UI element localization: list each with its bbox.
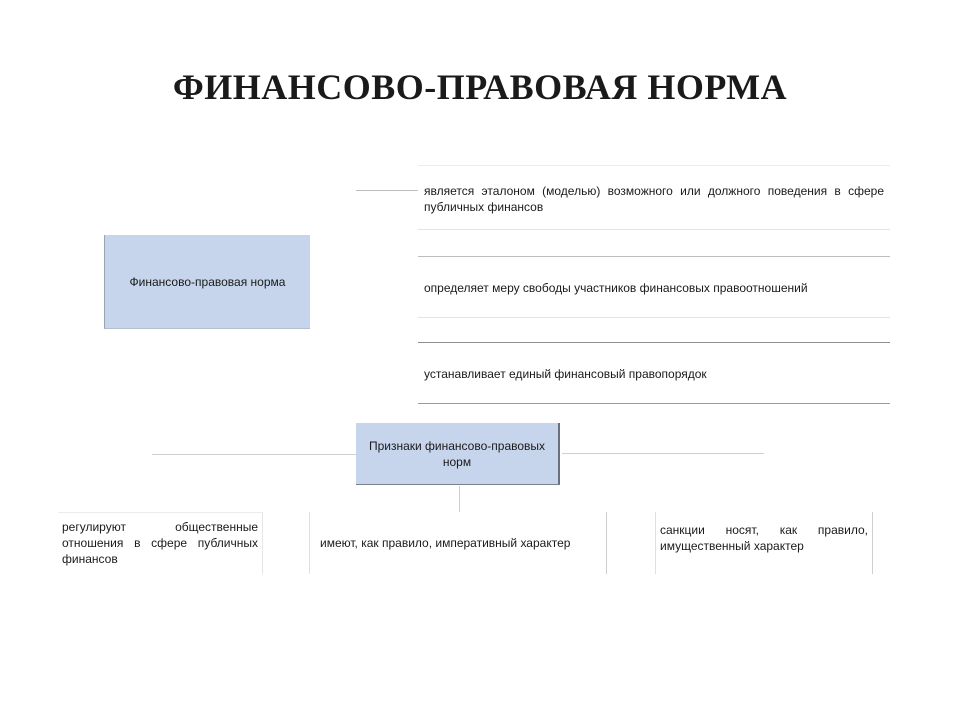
feature-text: имеют, как правило, императивный характер [320, 536, 571, 550]
feature-divider [262, 512, 263, 574]
page-title: ФИНАНСОВО-ПРАВОВАЯ НОРМА [172, 67, 788, 107]
feature-divider [58, 512, 262, 513]
feature-item [309, 512, 607, 574]
connector-line [459, 486, 460, 512]
connector-line [356, 190, 418, 191]
definition-divider [418, 317, 890, 318]
main-node-label: Финансово-правовая норма [129, 274, 286, 289]
feature-text: санкции носят, как правило, имущественный характер [660, 523, 868, 553]
definition-text: определяет меру свободы участников финансовых правоотношений [424, 281, 808, 295]
feature-item [58, 517, 262, 571]
main-node [104, 235, 310, 329]
definition-item [418, 183, 890, 215]
definition-divider [418, 403, 890, 404]
connector-line [152, 454, 356, 455]
definition-item [418, 280, 890, 296]
signs-node [356, 423, 560, 485]
definition-item [418, 366, 890, 382]
feature-text: регулируют общественные отношения в сфере публичных финансов [62, 520, 258, 566]
definition-text: устанавливает единый финансовый правопорядок [424, 367, 707, 381]
definition-divider [418, 256, 890, 257]
feature-item [655, 512, 873, 574]
connector-line [562, 453, 764, 454]
definition-divider [418, 342, 890, 343]
definition-divider [418, 229, 890, 230]
signs-node-label: Признаки финансово-правовых норм [368, 438, 546, 469]
definition-divider [418, 165, 890, 166]
definition-text: является эталоном (моделью) возможного или должного поведения в сфере публичных финансов [424, 184, 884, 214]
